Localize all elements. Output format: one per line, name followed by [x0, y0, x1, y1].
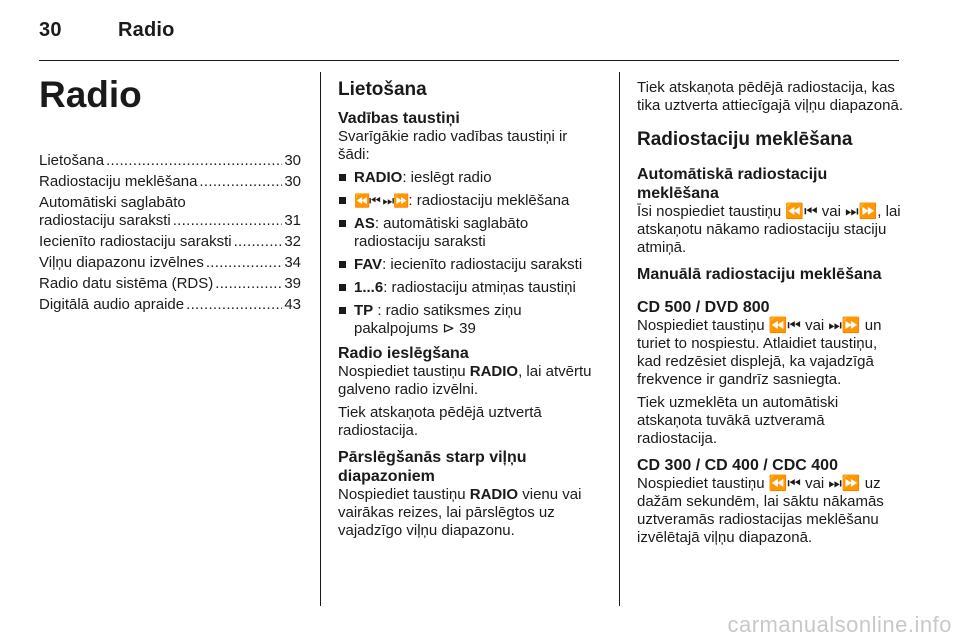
list-item: AS: automātiski saglabāto radiostaciju saraksti	[338, 215, 602, 251]
heading-station-search: Radiostaciju meklēšana	[637, 129, 853, 150]
column-divider-1	[320, 72, 321, 606]
toc-entry[interactable]: Radio datu sistēma (RDS) ..... 39	[39, 275, 301, 293]
toc-entry[interactable]: Lietošana ..... 30	[39, 152, 301, 170]
paragraph: Nospiediet taustiņu RADIO, lai atvērtu galveno radio izvēlni.	[338, 363, 592, 398]
list-item: 1...6: radiostaciju atmiņas taustiņi	[338, 279, 602, 297]
toc-entry[interactable]: Automātiski saglabāto radiostaciju saraksti ..... 31	[39, 194, 301, 230]
heading-controls: Vadības taustiņi	[338, 110, 460, 127]
paragraph: Nospiediet taustiņu ⏪⏮ vai ⏭⏩ un turiet to nospiestu. Atlaidiet taustiņu, kad redzēsiet displejā, ka vajadzīgā frekvence ir gandrīz sasniegta.	[637, 317, 882, 388]
list-item: FAV: iecienīto radiostaciju saraksti	[338, 256, 602, 274]
header-rule	[39, 60, 899, 61]
watermark: carmanualsonline.info	[727, 612, 952, 637]
heading-auto-search: Automātiskā radiostaciju meklēšana	[637, 166, 828, 202]
running-title: Radio	[118, 19, 175, 41]
heading-manual-search: Manuālā radiostaciju meklēšana	[637, 266, 882, 283]
column-search	[637, 79, 903, 552]
seek-buttons-icon: ⏪⏮ ⏭⏩	[354, 193, 409, 208]
toc-entry[interactable]: Digitālā audio apraide ..... 43	[39, 296, 301, 314]
paragraph: Tiek uzmeklēta un automātiski atskaņota tuvākā uztveramā radiostacija.	[637, 394, 839, 447]
table-of-contents	[39, 152, 301, 317]
list-item: RADIO: ieslēgt radio	[338, 169, 602, 187]
list-item: TP : radio satiksmes ziņu pakalpojums ⊳ 39	[338, 302, 602, 338]
toc-entry[interactable]: Radiostaciju meklēšana ..... 30	[39, 173, 301, 191]
paragraph: Tiek atskaņota pēdējā uztvertā radiostacija.	[338, 404, 542, 439]
chapter-title: Radio	[39, 74, 142, 115]
paragraph: Īsi nospiediet taustiņu ⏪⏮ vai ⏭⏩, lai atskaņotu nākamo radiostaciju staciju atmiņā.	[637, 203, 901, 256]
column-divider-2	[619, 72, 620, 606]
heading-radio-on: Radio ieslēgšana	[338, 345, 469, 362]
toc-entry[interactable]: Iecienīto radiostaciju saraksti ..... 32	[39, 233, 301, 251]
heading-usage: Lietošana	[338, 79, 427, 100]
paragraph: Nospiediet taustiņu ⏪⏮ vai ⏭⏩ uz dažām sekundēm, lai sāktu nākamās uztveramās radiostacijas meklēšanu izvēlētajā viļņu diapazonā.	[637, 475, 884, 546]
list-item: ⏪⏮ ⏭⏩: radiostaciju meklēšana	[338, 192, 602, 210]
toc-entry[interactable]: Viļņu diapazonu izvēlnes ..... 34	[39, 254, 301, 272]
controls-list	[338, 169, 602, 338]
paragraph: Tiek atskaņota pēdējā radiostacija, kas tika uztverta attiecīgajā viļņu diapazonā.	[637, 79, 903, 114]
page-number: 30	[39, 19, 62, 41]
column-usage	[338, 79, 602, 545]
controls-intro: Svarīgākie radio vadības taustiņi ir šādi:	[338, 128, 568, 163]
paragraph: Nospiediet taustiņu RADIO vienu vai vairākas reizes, lai pārslēgtos uz vajadzīgo viļņu diapazonu.	[338, 486, 582, 539]
heading-cd500: CD 500 / DVD 800	[637, 299, 770, 316]
heading-cd300: CD 300 / CD 400 / CDC 400	[637, 457, 838, 474]
heading-band-switch: Pārslēgšanās starp viļņu diapazoniem	[338, 449, 527, 485]
